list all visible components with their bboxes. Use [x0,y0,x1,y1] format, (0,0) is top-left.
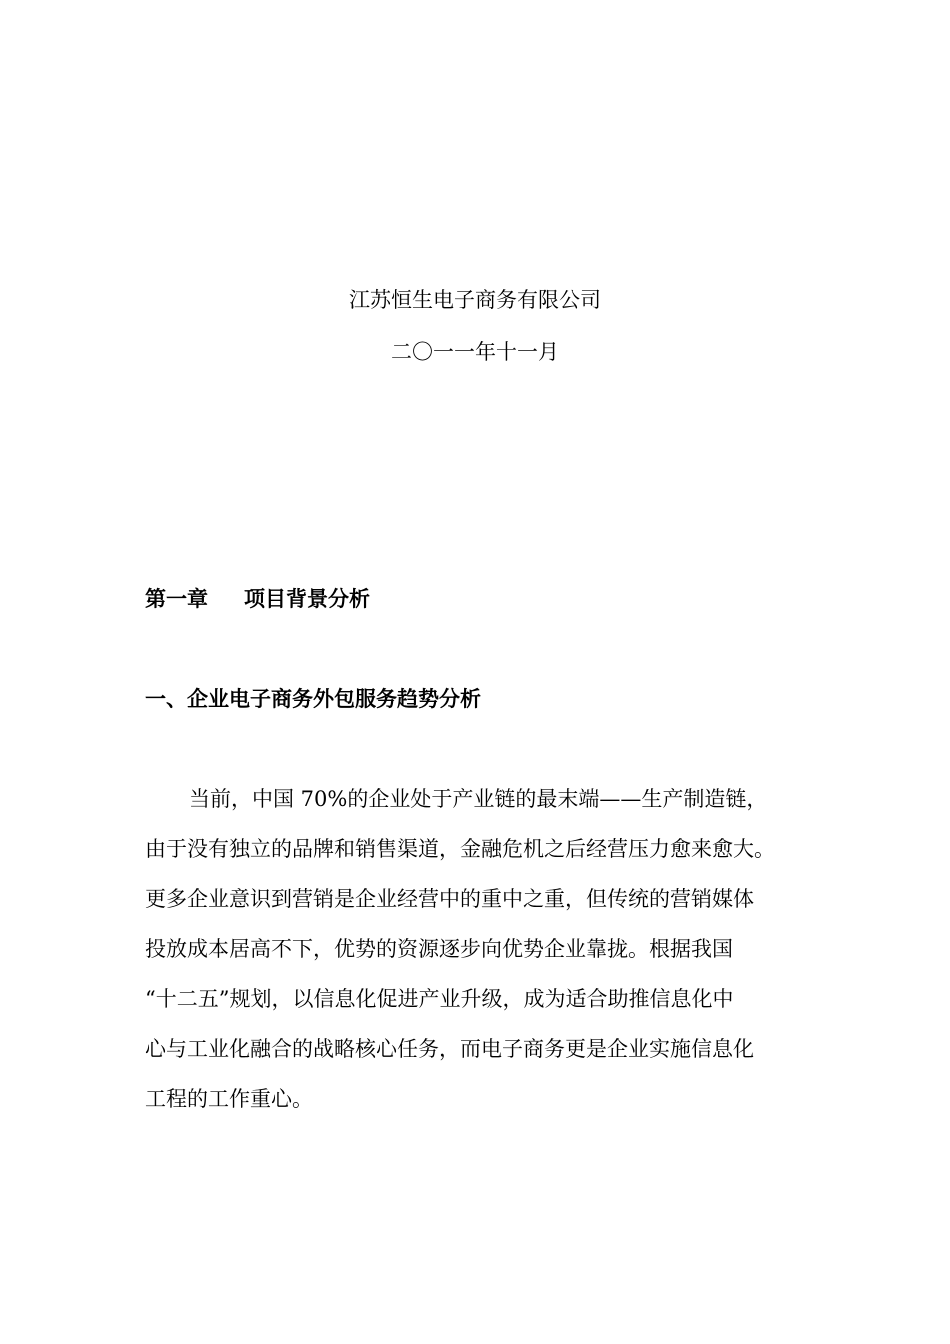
paragraph-line: 工程的工作重心。 [145,1087,313,1111]
chapter-heading [145,585,370,613]
paragraph-line: “十二五”规划，以信息化促进产业升级，成为适合助推信息化中 [145,987,734,1011]
paragraph-line: 更多企业意识到营销是企业经营中的重中之重，但传统的营销媒体 [145,887,754,911]
body-paragraph [145,785,825,1135]
paragraph-line: 投放成本居高不下，优势的资源逐步向优势企业靠拢。根据我国 [145,937,733,961]
chapter-number: 第一章 [145,586,208,611]
chapter-title: 项目背景分析 [244,586,370,611]
paragraph-line: 当前，中国 70%的企业处于产业链的最末端——生产制造链， [189,787,768,811]
company-name: 江苏恒生电子商务有限公司 [349,288,601,312]
paragraph-line: 由于没有独立的品牌和销售渠道，金融危机之后经营压力愈来愈大。 [145,837,775,861]
paragraph-line: 心与工业化融合的战略核心任务，而电子商务更是企业实施信息化 [145,1037,754,1061]
section-heading: 一、企业电子商务外包服务趋势分析 [145,686,481,711]
document-date: 二〇一一年十一月 [391,340,559,364]
